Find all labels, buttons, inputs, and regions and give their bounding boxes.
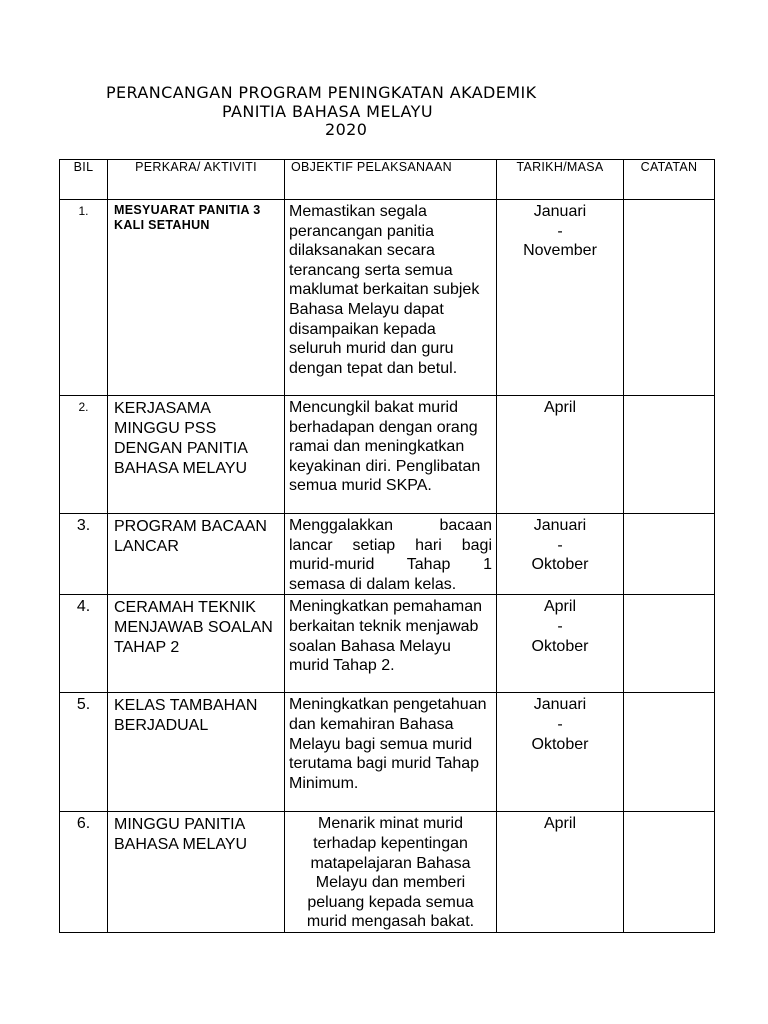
row-date: Januari - November [497,200,624,396]
row-bil: 1. [60,200,108,396]
row-bil: 3. [60,514,108,595]
row-activity: MINGGU PANITIA BAHASA MELAYU [108,812,285,933]
table-row [60,514,715,595]
row-bil: 5. [60,693,108,812]
title-line-3: 2020 [325,120,368,139]
table-header-row [60,160,715,200]
table-row [60,693,715,812]
row-bil: 6. [60,812,108,933]
title-line-1: PERANCANGAN PROGRAM PENINGKATAN AKADEMIK [106,83,537,102]
title-line-2: PANITIA BAHASA MELAYU [222,102,433,121]
row-notes [624,396,715,514]
row-objective: Memastikan segala perancangan panitia dilaksanakan secara terancang serta semua maklumat berkaitan subjek Bahasa Melayu dapat disampaikan kepada seluruh murid dan guru dengan tepat dan betul. [285,200,497,396]
row-date: April [497,812,624,933]
table-row [60,200,715,396]
row-notes [624,514,715,595]
table-row [60,595,715,693]
row-bil: 2. [60,396,108,514]
table-row [60,812,715,933]
row-objective: Meningkatkan pemahaman berkaitan teknik menjawab soalan Bahasa Melayu murid Tahap 2. [285,595,497,693]
header-objective: OBJEKTIF PELAKSANAAN [285,160,497,200]
row-activity: CERAMAH TEKNIK MENJAWAB SOALAN TAHAP 2 [108,595,285,693]
row-objective: Mencungkil bakat murid berhadapan dengan orang ramai dan meningkatkan keyakinan diri. Penglibatan semua murid SKPA. [285,396,497,514]
row-date: April [497,396,624,514]
row-activity: KERJASAMA MINGGU PSS DENGAN PANITIA BAHASA MELAYU [108,396,285,514]
row-activity: KELAS TAMBAHAN BERJADUAL [108,693,285,812]
header-activity: PERKARA/ AKTIVITI [108,160,285,200]
row-objective: Menggalakkan bacaan lancar setiap hari bagi murid-murid Tahap 1 semasa di dalam kelas. [285,514,497,595]
row-notes [624,693,715,812]
row-notes [624,812,715,933]
header-date: TARIKH/MASA [497,160,624,200]
header-notes: CATATAN [624,160,715,200]
program-plan-table [59,159,715,933]
row-date: Januari - Oktober [497,514,624,595]
row-bil: 4. [60,595,108,693]
row-notes [624,595,715,693]
row-notes [624,200,715,396]
row-activity: MESYUARAT PANITIA 3 KALI SETAHUN [108,200,285,396]
table-row [60,396,715,514]
header-bil: BIL [60,160,108,200]
row-date: Januari - Oktober [497,693,624,812]
row-activity: PROGRAM BACAAN LANCAR [108,514,285,595]
row-date: April - Oktober [497,595,624,693]
row-objective: Menarik minat murid terhadap kepentingan matapelajaran Bahasa Melayu dan memberi peluang kepada semua murid mengasah bakat. [285,812,497,933]
row-objective: Meningkatkan pengetahuan dan kemahiran Bahasa Melayu bagi semua murid terutama bagi murid Tahap Minimum. [285,693,497,812]
